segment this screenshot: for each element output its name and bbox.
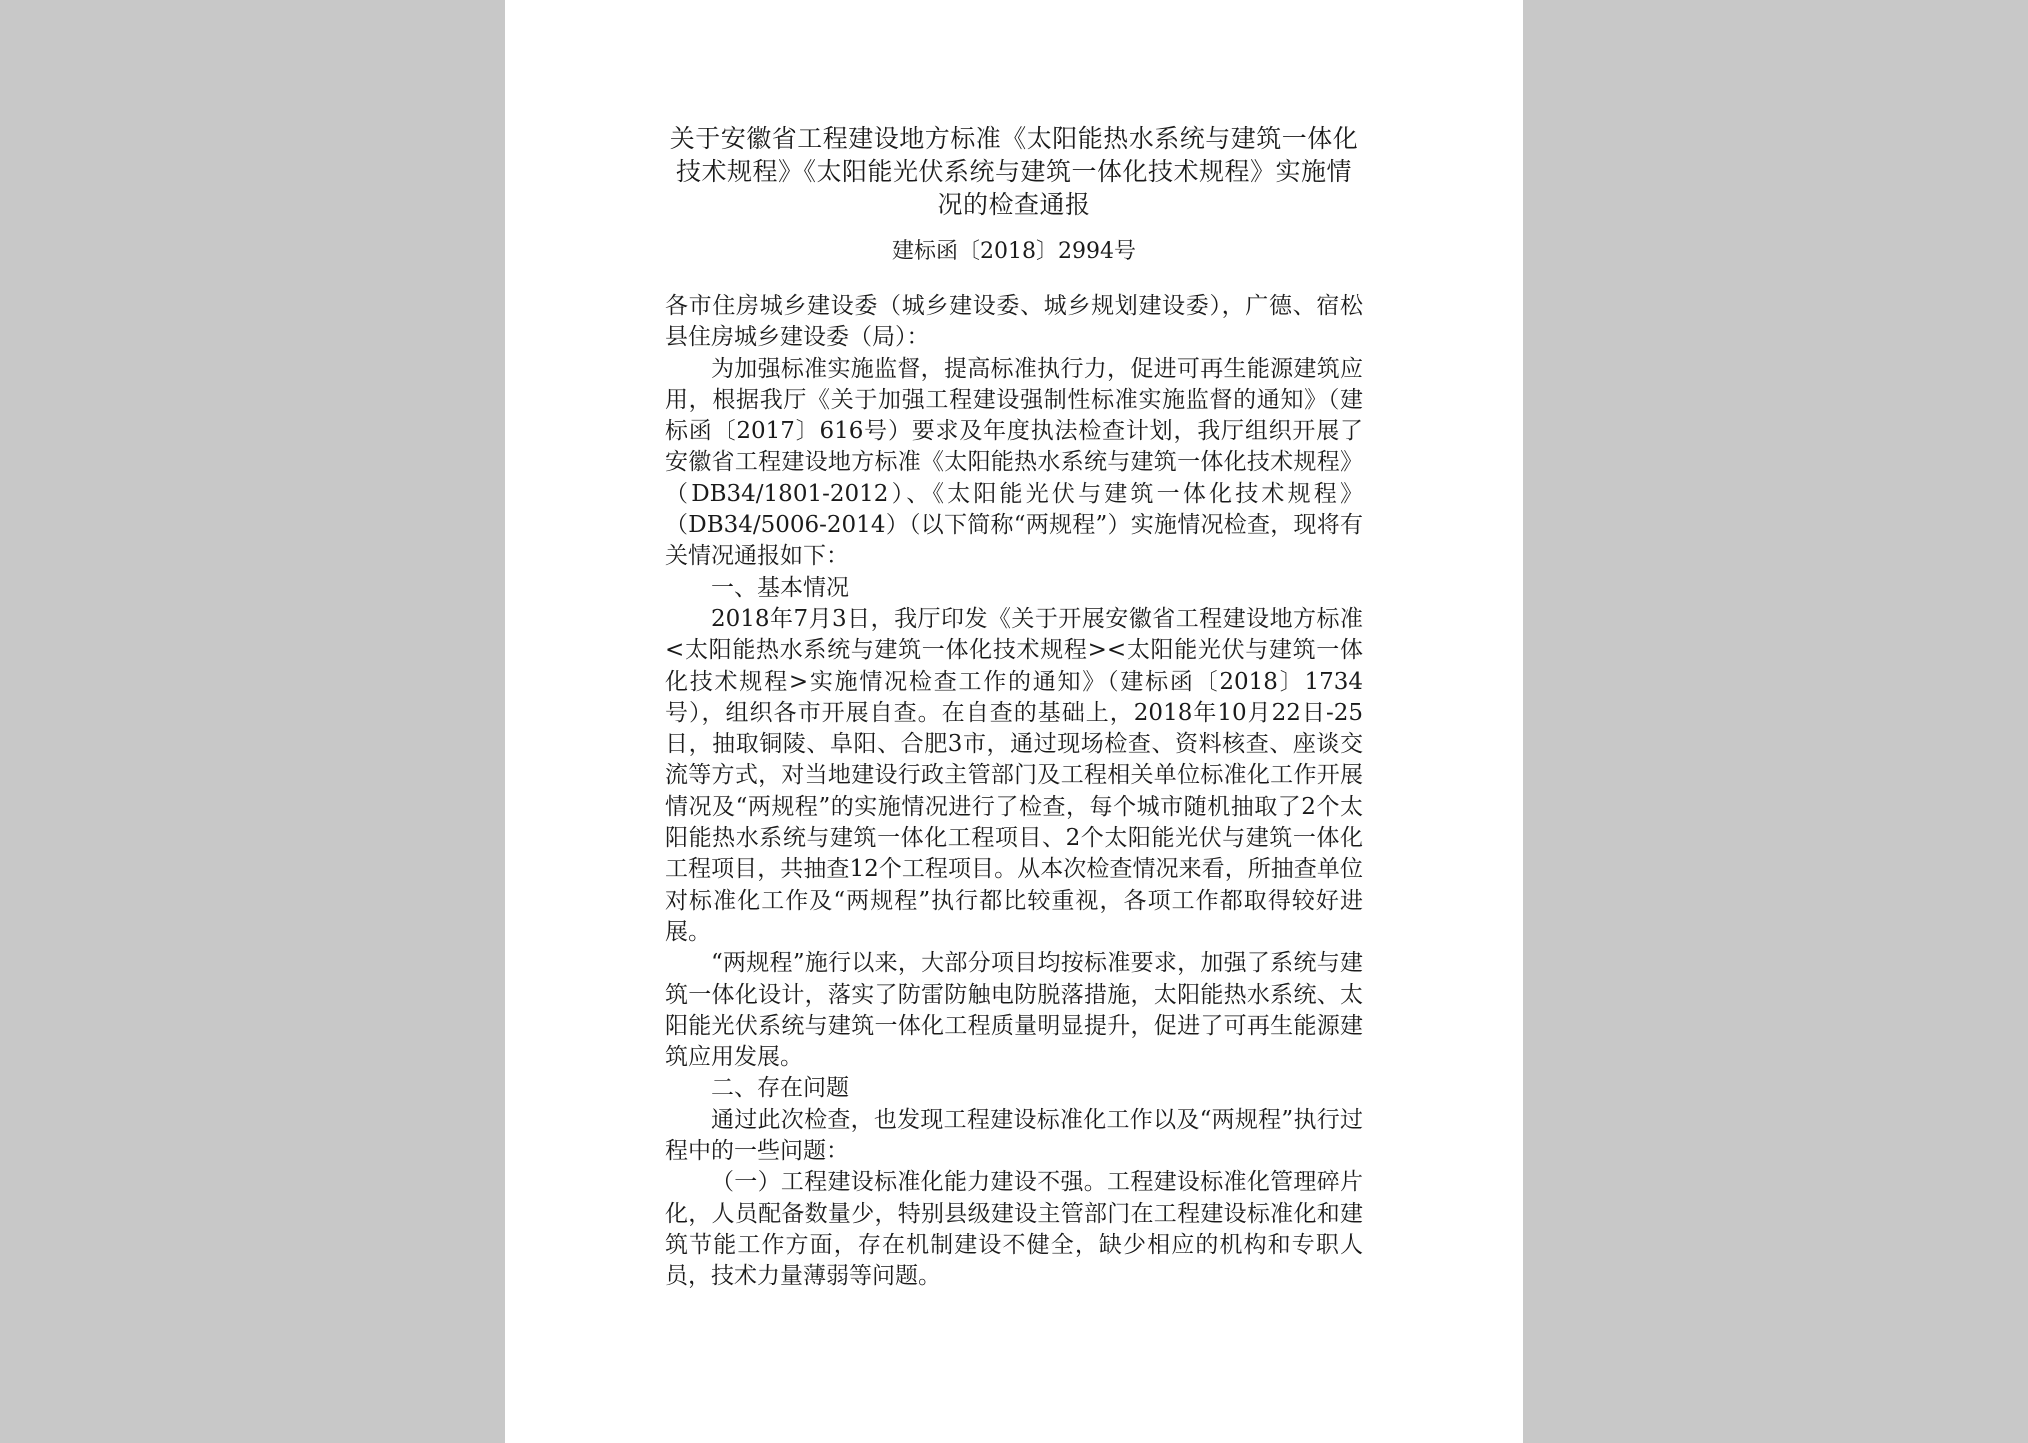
section-heading: 二、存在问题 <box>711 1075 849 1102</box>
document-title: 关于安徽省工程建设地方标准《太阳能热水系统与建筑一体化技术规程》《太阳能光伏系统与建筑一体化技术规程》实施情况的检查通报 <box>669 124 1359 219</box>
body-paragraph: “两规程”施行以来，大部分项目均按标准要求，加强了系统与建筑一体化设计，落实了防雷防触电防脱落措施，太阳能热水系统、太阳能光伏系统与建筑一体化工程质量明显提升，促进了可再生能源建筑应用发展。 <box>665 950 1363 1071</box>
body-paragraph: 为加强标准实施监督，提高标准执行力，促进可再生能源建筑应用，根据我厅《关于加强工程建设强制性标准实施监督的通知》（建标函〔2017〕616号）要求及年度执法检查计划，我厅组织开展了安徽省工程建设地方标准《太阳能热水系统与建筑一体化技术规程》（DB34/1801-2012）、《太阳能光伏与建筑一体化技术规程》（DB34/5006-2014）（以下简称“两规程”）实施情况检查，现将有关情况通报如下： <box>665 355 1363 570</box>
body-paragraph: 2018年7月3日，我厅印发《关于开展安徽省工程建设地方标准<太阳能热水系统与建筑一体化技术规程><太阳能光伏与建筑一体化技术规程>实施情况检查工作的通知》（建标函〔2018〕1734号），组织各市开展自查。在自查的基础上，2018年10月22日-25日，抽取铜陵、阜阳、合肥3市，通过现场检查、资料核查、座谈交流等方式，对当地建设行政主管部门及工程相关单位标准化工作开展情况及“两规程”的实施情况进行了检查，每个城市随机抽取了2个太阳能热水系统与建筑一体化工程项目、2个太阳能光伏与建筑一体化工程项目，共抽查12个工程项目。从本次检查情况来看，所抽查单位对标准化工作及“两规程”执行都比较重视，各项工作都取得较好进展。 <box>665 605 1363 945</box>
addressee-paragraph: 各市住房城乡建设委（城乡建设委、城乡规划建设委），广德、宿松县住房城乡建设委（局）： <box>665 293 1363 351</box>
document-content <box>665 122 1363 1293</box>
document-number: 建标函〔2018〕2994号 <box>892 239 1136 264</box>
body-paragraph: 通过此次检查，也发现工程建设标准化工作以及“两规程”执行过程中的一些问题： <box>665 1106 1363 1165</box>
section-heading: 一、基本情况 <box>711 574 849 601</box>
document-page <box>505 0 1523 1443</box>
body-paragraph: （一）工程建设标准化能力建设不强。工程建设标准化管理碎片化，人员配备数量少，特别县级建设主管部门在工程建设标准化和建筑节能工作方面，存在机制建设不健全，缺少相应的机构和专职人员，技术力量薄弱等问题。 <box>665 1169 1363 1290</box>
